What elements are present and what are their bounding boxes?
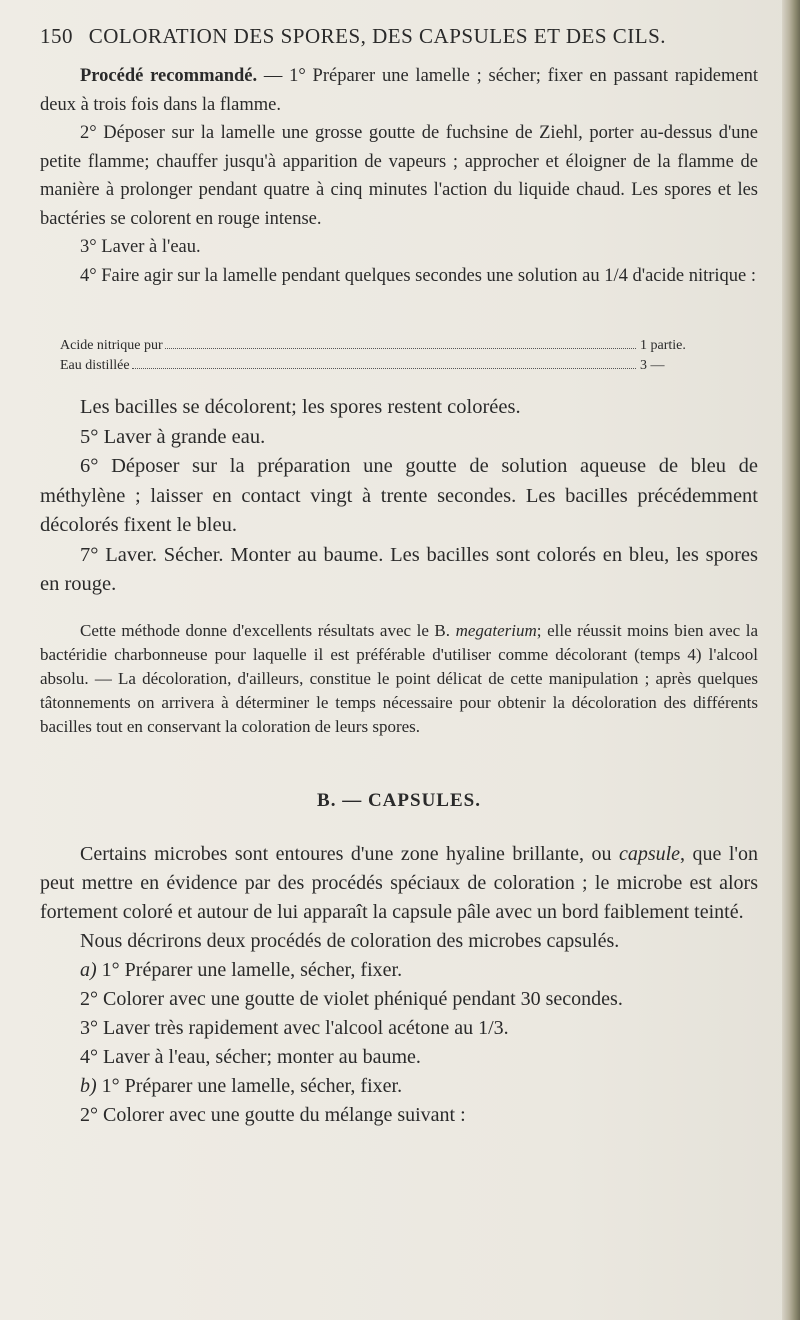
method-b-step-1: b) 1° Préparer une lamelle, sécher, fixer. xyxy=(80,1075,403,1097)
step-5: 5° Laver à grande eau. xyxy=(80,425,266,448)
procedure-step-3: 3° Laver à l'eau. xyxy=(80,237,201,257)
method-note: Cette méthode donne d'excellents résultats avec le B. megaterium; elle réussit moins bien avec la bactéridie charbonneuse pour laquelle il est préférable d'utiliser comme décolorant (temps 4) l'alcool absolu. — La décoloration, d'ailleurs, constitue le point délicat de cette manipulation ; après quelques tâtonnements on arrivera à déterminer le temps nécessaire pour obtenir la décoloration des différents bacilles tout en conservant la coloration de leurs spores. xyxy=(40,621,758,736)
recipe-table xyxy=(60,338,720,378)
step-result: Les bacilles se décolorent; les spores restent colorées. xyxy=(80,396,521,418)
page-edge xyxy=(782,0,800,1320)
capsules-block xyxy=(40,840,758,1130)
procedure-lead: Procédé recommandé. xyxy=(80,66,258,86)
procedure-block xyxy=(40,62,758,290)
steps-block xyxy=(40,393,758,600)
capsules-methods: Nous décrirons deux procédés de coloration des microbes capsulés. xyxy=(80,930,620,952)
method-a-step-2: 2° Colorer avec une goutte de violet phéniqué pendant 30 secondes. xyxy=(80,988,623,1010)
recipe-row: Acide nitrique pur 1 partie. xyxy=(60,338,686,353)
step-7: 7° Laver. Sécher. Monter au baume. Les bacilles sont colorés en bleu, les spores en rouge. xyxy=(40,543,758,595)
capsules-intro: Certains microbes sont entoures d'une zone hyaline brillante, ou capsule, que l'on peut mettre en évidence par des procédés spéciaux de coloration ; le microbe est alors fortement coloré et autour de lui apparaît la capsule pâle avec un bord faiblement teinté. xyxy=(40,843,759,923)
note-block xyxy=(40,619,758,739)
running-header xyxy=(40,24,730,49)
procedure-step-1: Procédé recommandé. — 1° Préparer une lamelle ; sécher; fixer en passant rapidement deux à trois fois dans la flamme. xyxy=(40,66,758,115)
method-b-step-2: 2° Colorer avec une goutte du mélange suivant : xyxy=(80,1104,466,1126)
method-a-step-4: 4° Laver à l'eau, sécher; monter au baume. xyxy=(80,1046,421,1068)
procedure-step-4: 4° Faire agir sur la lamelle pendant quelques secondes une solution au 1/4 d'acide nitrique : xyxy=(80,265,757,286)
procedure-step-2: 2° Déposer sur la lamelle une grosse goutte de fuchsine de Ziehl, porter au-dessus d'une petite flamme; chauffer jusqu'à apparition de vapeurs ; approcher et éloigner de la flamme de manière à prolonger pendant quatre à cinq minutes l'action du liquide chaud. Les spores et les bactéries se colorent en rouge intense. xyxy=(40,123,758,229)
method-a-step-3: 3° Laver très rapidement avec l'alcool acétone au 1/3. xyxy=(80,1017,509,1039)
running-title: COLORATION DES SPORES, DES CAPSULES ET DES CILS. xyxy=(88,24,667,48)
recipe-row: Eau distillée 3 — xyxy=(60,358,665,373)
method-a-step-1: a) 1° Préparer une lamelle, sécher, fixer. xyxy=(80,959,403,981)
section-title: B. — CAPSULES. xyxy=(317,790,481,811)
page-number: 150 xyxy=(40,24,73,48)
step-6: 6° Déposer sur la préparation une goutte de solution aqueuse de bleu de méthylène ; laisser en contact vingt à trente secondes. Les bacilles précédemment décolorés fixent le bleu. xyxy=(40,455,758,536)
